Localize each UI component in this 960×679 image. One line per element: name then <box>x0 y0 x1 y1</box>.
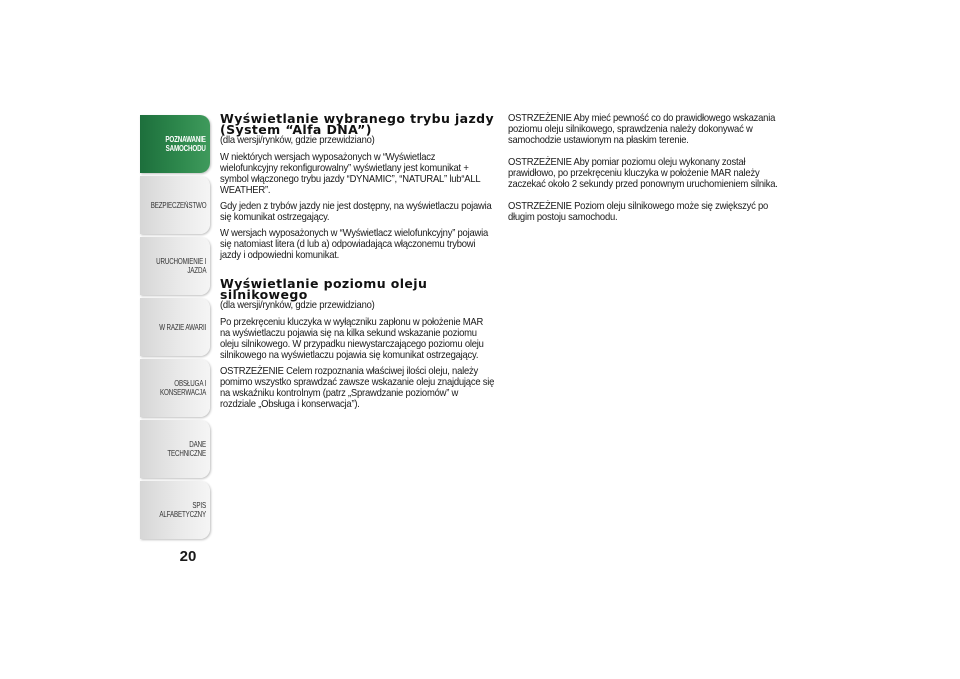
tab-w-razie-awarii[interactable] <box>140 298 210 356</box>
section-subtitle <box>220 300 495 311</box>
heading-line: (System “Alfa DNA”) <box>220 122 372 137</box>
right-column <box>508 113 778 234</box>
section-drive-mode <box>220 113 495 261</box>
paragraph-text: W wersjach wyposażonych w “Wyświetlacz wielofunkcyjny” pojawia się natomiast litera (d lub a) odpowiadająca włączonemu trybowi jazdy i odpowiedni komunikat. <box>220 227 488 261</box>
chapter-tabs <box>140 115 210 542</box>
tab-label: W RAZIE AWARII <box>159 322 206 332</box>
paragraph-text: OSTRZEŻENIE Celem rozpoznania właściwej ilości oleju, należy pomimo wszystko sprawdzać zawsze wskazanie oleju znajdujące się na wskaźniku kontrolnym (patrz „Sprawdzanie poziomów” w rozdziale „Obsługa i konserwacja”). <box>220 365 495 410</box>
left-column <box>220 113 495 415</box>
heading-line: Wyświetlanie wybranego trybu jazdy <box>220 111 495 126</box>
tab-label: OBSŁUGA I KONSERWACJA <box>159 379 206 397</box>
tab-obsluga-i-konserwacja[interactable] <box>140 359 210 417</box>
page-number: 20 <box>179 548 197 565</box>
paragraph-text: Po przekręceniu kluczyka w wyłączniku zapłonu w położenie MAR na wyświetlaczu pojawia się na kilka sekund wskazanie poziomu oleju silnikowego. W przypadku niewystarczającego poziomu oleju silnikowego na wyświetlaczu pojawia się komunikat ostrzegający. <box>220 316 484 361</box>
tab-poznawanie-samochodu[interactable] <box>140 115 210 173</box>
tab-label: BEZPIECZEŃSTWO <box>150 200 206 210</box>
tab-spis-alfabetyczny[interactable] <box>140 481 210 539</box>
subtitle-text: (dla wersji/rynków, gdzie przewidziano) <box>220 299 375 311</box>
warning-paragraph <box>508 201 778 223</box>
section-subtitle <box>220 135 495 146</box>
heading-line: Wyświetlanie poziomu oleju <box>220 276 428 291</box>
paragraph <box>220 317 495 361</box>
warning-paragraph <box>508 157 778 190</box>
tab-label: SPIS ALFABETYCZNY <box>159 501 206 519</box>
paragraph-text: OSTRZEŻENIE Aby pomiar poziomu oleju wykonany został prawidłowo, po przekręceniu kluczyka w położenie MAR należy zaczekać około 2 sekundy przed ponownym uruchomieniem silnika. <box>508 156 778 190</box>
section-oil-level <box>220 278 495 410</box>
tab-uruchomienie-i-jazda[interactable] <box>140 237 210 295</box>
paragraph-text: W niektórych wersjach wyposażonych w “Wyświetlacz wielofunkcyjny rekonfigurowalny” wyświetlany jest komunikat + symbol włączonego trybu jazdy “DYNAMIC”, “NATURAL” lub“ALL WEATHER”. <box>220 151 481 196</box>
section-heading <box>220 113 495 135</box>
paragraph-text: Gdy jeden z trybów jazdy nie jest dostępny, na wyświetlaczu pojawia się komunikat ostrzegający. <box>220 200 492 223</box>
warning-paragraph <box>508 113 778 146</box>
paragraph <box>220 201 495 223</box>
section-heading <box>220 278 495 300</box>
tab-label: POZNAWANIE SAMOCHODU <box>165 135 206 153</box>
paragraph <box>220 366 495 410</box>
subtitle-text: (dla wersji/rynków, gdzie przewidziano) <box>220 134 375 146</box>
paragraph-text: OSTRZEŻENIE Aby mieć pewność co do prawidłowego wskazania poziomu oleju silnikowego, sprawdzenia należy dokonywać w samochodzie ustawionym na płaskim terenie. <box>508 112 776 146</box>
tab-label: DANE TECHNICZNE <box>167 440 206 458</box>
heading-line: silnikowego <box>220 287 308 302</box>
tab-bezpieczenstwo[interactable] <box>140 176 210 234</box>
paragraph <box>220 228 495 261</box>
paragraph <box>220 152 495 196</box>
tab-dane-techniczne[interactable] <box>140 420 210 478</box>
tab-label: URUCHOMIENIE I JAZDA <box>155 257 206 275</box>
paragraph-text: OSTRZEŻENIE Poziom oleju silnikowego może się zwiększyć po długim postoju samochodu. <box>508 200 769 223</box>
